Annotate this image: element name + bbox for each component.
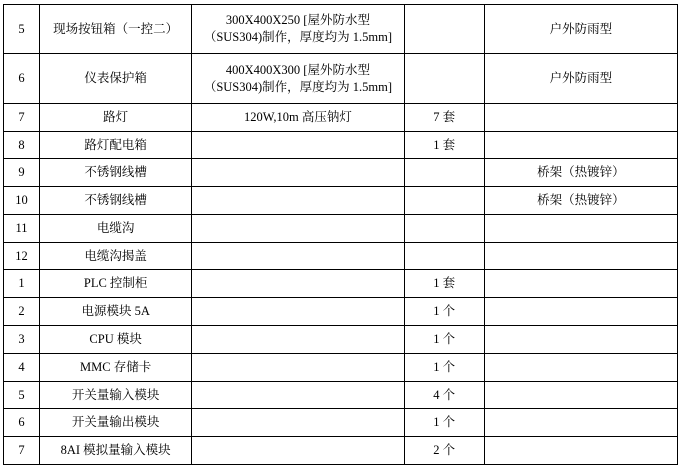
cell-remark	[484, 381, 677, 409]
cell-specification	[192, 409, 404, 437]
table-row	[4, 326, 678, 354]
cell-serial-number: 10	[4, 187, 40, 215]
cell-remark: 户外防雨型	[484, 54, 677, 103]
cell-quantity: 1 套	[404, 270, 484, 298]
cell-item-name: 不锈钢线槽	[40, 187, 192, 215]
cell-quantity: 1 个	[404, 353, 484, 381]
table-row	[4, 131, 678, 159]
cell-item-name: PLC 控制柜	[40, 270, 192, 298]
cell-serial-number: 11	[4, 214, 40, 242]
cell-specification	[192, 131, 404, 159]
cell-remark	[484, 326, 677, 354]
cell-item-name: MMC 存储卡	[40, 353, 192, 381]
table-row	[4, 242, 678, 270]
table-row	[4, 381, 678, 409]
cell-specification	[192, 353, 404, 381]
cell-remark	[484, 242, 677, 270]
table-row	[4, 409, 678, 437]
cell-remark	[484, 298, 677, 326]
cell-serial-number: 2	[4, 298, 40, 326]
cell-quantity: 4 个	[404, 381, 484, 409]
cell-remark: 桥架（热镀锌）	[484, 159, 677, 187]
cell-serial-number: 9	[4, 159, 40, 187]
table-row	[4, 54, 678, 103]
cell-item-name: 开关量输入模块	[40, 381, 192, 409]
table-row	[4, 298, 678, 326]
cell-serial-number: 8	[4, 131, 40, 159]
specification-line: 300X400X250 [屋外防水型	[225, 13, 370, 28]
table-row	[4, 187, 678, 215]
cell-quantity: 1 套	[404, 131, 484, 159]
cell-quantity	[404, 214, 484, 242]
cell-quantity: 1 个	[404, 298, 484, 326]
cell-item-name: 路灯	[40, 103, 192, 131]
table-row	[4, 103, 678, 131]
cell-quantity	[404, 5, 484, 54]
specification-line: （SUS304)制作，厚度均为 1.5mm]	[203, 30, 393, 45]
table-body	[4, 5, 678, 465]
cell-specification	[192, 381, 404, 409]
cell-remark	[484, 103, 677, 131]
cell-quantity: 1 个	[404, 409, 484, 437]
cell-item-name: 电源模块 5A	[40, 298, 192, 326]
cell-specification	[192, 187, 404, 215]
cell-specification	[192, 270, 404, 298]
cell-specification	[192, 242, 404, 270]
cell-item-name: 开关量输出模块	[40, 409, 192, 437]
cell-item-name: 路灯配电箱	[40, 131, 192, 159]
cell-item-name: 现场按钮箱（一控二）	[40, 5, 192, 54]
cell-specification	[192, 159, 404, 187]
cell-item-name: 电缆沟揭盖	[40, 242, 192, 270]
cell-quantity: 1 个	[404, 326, 484, 354]
cell-quantity	[404, 242, 484, 270]
table-row	[4, 5, 678, 54]
cell-serial-number: 5	[4, 381, 40, 409]
cell-serial-number: 1	[4, 270, 40, 298]
cell-specification	[192, 437, 404, 465]
equipment-spec-table	[3, 4, 678, 465]
cell-serial-number: 6	[4, 409, 40, 437]
table-row	[4, 353, 678, 381]
cell-specification	[192, 5, 404, 54]
cell-serial-number: 3	[4, 326, 40, 354]
cell-serial-number: 12	[4, 242, 40, 270]
cell-item-name: 不锈钢线槽	[40, 159, 192, 187]
cell-remark	[484, 409, 677, 437]
cell-item-name: 8AI 模拟量输入模块	[40, 437, 192, 465]
specification-line: （SUS304)制作，厚度均为 1.5mm]	[203, 79, 393, 94]
cell-item-name: CPU 模块	[40, 326, 192, 354]
cell-serial-number: 7	[4, 437, 40, 465]
cell-specification	[192, 103, 404, 131]
cell-item-name: 仪表保护箱	[40, 54, 192, 103]
cell-serial-number: 4	[4, 353, 40, 381]
cell-quantity	[404, 54, 484, 103]
table-row	[4, 437, 678, 465]
cell-remark	[484, 437, 677, 465]
cell-quantity: 7 套	[404, 103, 484, 131]
cell-item-name: 电缆沟	[40, 214, 192, 242]
cell-specification	[192, 326, 404, 354]
table-row	[4, 270, 678, 298]
cell-remark: 户外防雨型	[484, 5, 677, 54]
table-row	[4, 214, 678, 242]
table-row	[4, 159, 678, 187]
cell-serial-number: 6	[4, 54, 40, 103]
cell-remark	[484, 131, 677, 159]
cell-remark	[484, 214, 677, 242]
cell-serial-number: 5	[4, 5, 40, 54]
cell-remark	[484, 353, 677, 381]
cell-quantity: 2 个	[404, 437, 484, 465]
cell-specification	[192, 214, 404, 242]
cell-remark: 桥架（热镀锌）	[484, 187, 677, 215]
cell-specification	[192, 298, 404, 326]
cell-serial-number: 7	[4, 103, 40, 131]
cell-quantity	[404, 187, 484, 215]
cell-specification	[192, 54, 404, 103]
specification-line: 400X400X300 [屋外防水型	[225, 62, 370, 77]
cell-remark	[484, 270, 677, 298]
specification-line: 120W,10m 高压钠灯	[243, 109, 352, 124]
cell-quantity	[404, 159, 484, 187]
